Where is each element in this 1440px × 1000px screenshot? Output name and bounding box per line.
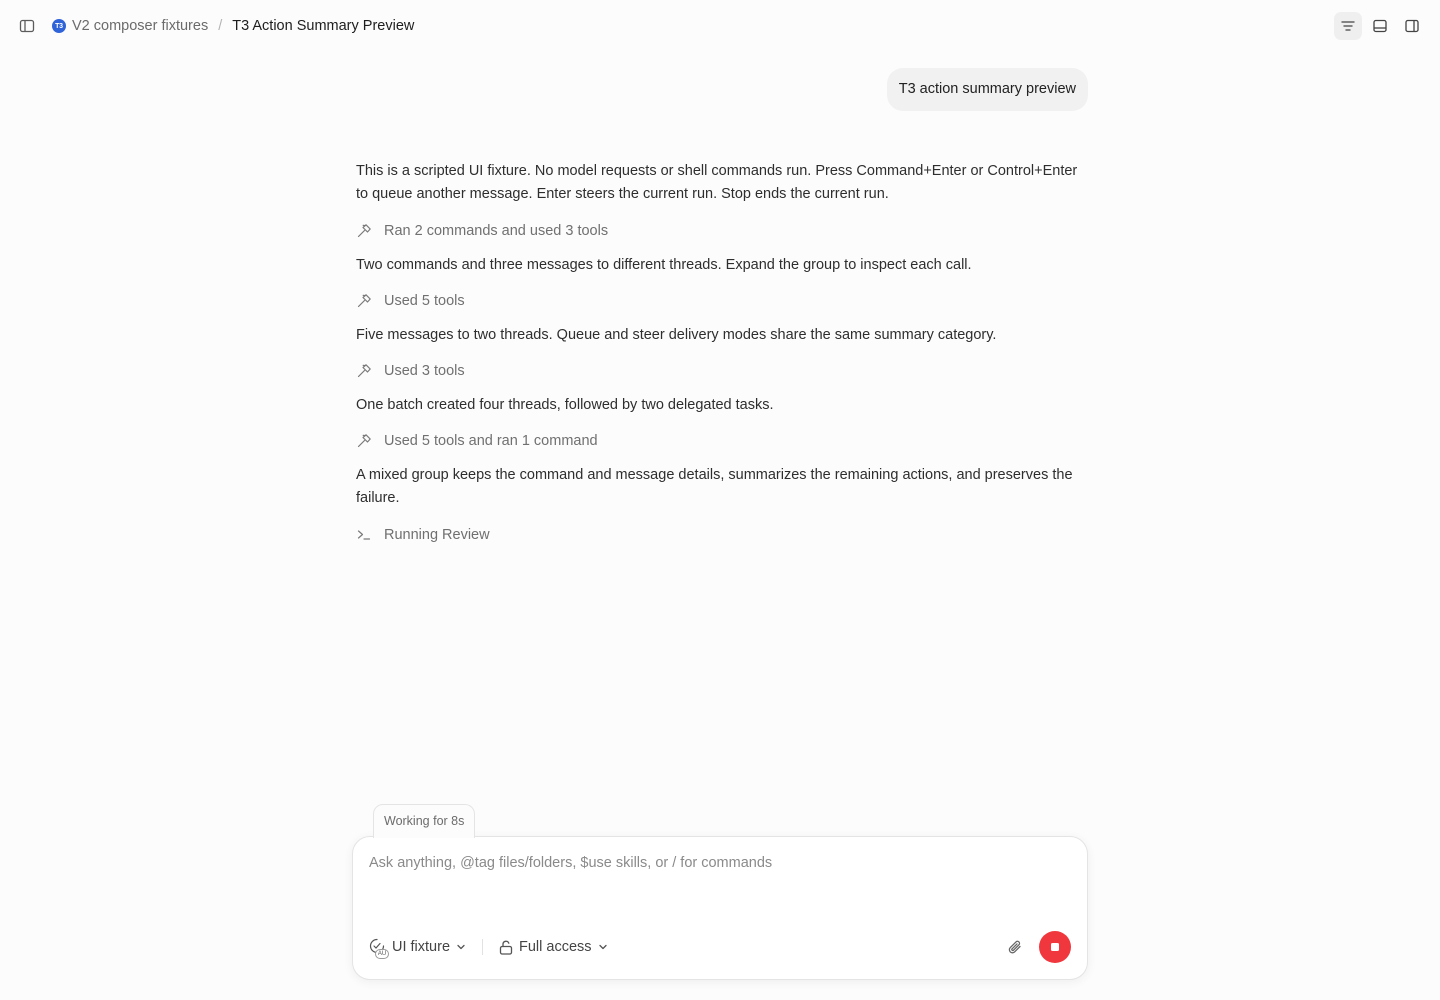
filter-button[interactable] (1334, 12, 1362, 40)
response-paragraph: This is a scripted UI fixture. No model requests or shell commands run. Press Command+Enter or Control+Enter to queue another message. Enter steers the current run. Stop ends the current run. (356, 163, 1078, 202)
response-paragraph: Five messages to two threads. Queue and steer delivery modes share the same summary category. (356, 327, 997, 343)
breadcrumb (52, 16, 414, 36)
project-badge-icon: T3 (52, 19, 66, 33)
model-badge: AU (375, 949, 389, 959)
action-summary-row[interactable] (356, 289, 1086, 313)
bottom-panel-icon (1372, 18, 1388, 34)
stop-icon (1051, 943, 1059, 951)
breadcrumb-separator: / (218, 18, 223, 34)
bottom-panel-toggle-button[interactable] (1366, 12, 1394, 40)
assistant-response (356, 158, 1086, 547)
model-icon (369, 938, 387, 956)
paperclip-icon (1007, 939, 1023, 955)
breadcrumb-project[interactable]: V2 composer fixtures (72, 18, 209, 34)
response-paragraph: A mixed group keeps the command and message details, summarizes the remaining actions, and preserves the failure. (356, 467, 1073, 506)
chevron-down-icon (598, 942, 608, 952)
composer-toolbar (369, 931, 1071, 963)
unlock-icon (499, 940, 513, 955)
working-status: Working for 8s (373, 804, 475, 838)
action-summary-label: Used 5 tools and ran 1 command (384, 433, 598, 449)
model-selector[interactable] (369, 938, 466, 956)
terminal-icon (356, 527, 372, 543)
model-label: UI fixture (392, 939, 451, 955)
right-panel-toggle-button[interactable] (1398, 12, 1426, 40)
filter-icon (1340, 18, 1356, 34)
right-panel-icon (1404, 18, 1420, 34)
hammer-icon (356, 223, 372, 239)
access-selector[interactable] (499, 939, 608, 955)
action-summary-label: Used 5 tools (384, 293, 465, 309)
running-action-label: Running Review (384, 527, 490, 543)
running-action-row[interactable] (356, 523, 1086, 547)
sidebar-toggle-button[interactable] (16, 15, 38, 37)
composer-input[interactable] (369, 855, 1069, 915)
action-summary-row[interactable] (356, 359, 1086, 383)
attach-button[interactable] (1001, 933, 1029, 961)
hammer-icon (356, 293, 372, 309)
sidebar-icon (19, 18, 35, 34)
composer (352, 836, 1088, 980)
user-message-bubble: T3 action summary preview (887, 68, 1088, 111)
access-label: Full access (519, 939, 592, 955)
hammer-icon (356, 433, 372, 449)
top-bar (0, 0, 1440, 52)
top-actions (1334, 12, 1426, 40)
response-paragraph: One batch created four threads, followed by two delegated tasks. (356, 397, 774, 413)
stop-button[interactable] (1039, 931, 1071, 963)
action-summary-row[interactable] (356, 429, 1086, 453)
hammer-icon (356, 363, 372, 379)
action-summary-label: Ran 2 commands and used 3 tools (384, 223, 609, 239)
toolbar-divider (482, 939, 483, 955)
chevron-down-icon (456, 942, 466, 952)
action-summary-label: Used 3 tools (384, 363, 465, 379)
thread-title: T3 Action Summary Preview (232, 18, 415, 34)
response-paragraph: Two commands and three messages to different threads. Expand the group to inspect each call. (356, 257, 972, 273)
action-summary-row[interactable] (356, 219, 1086, 243)
